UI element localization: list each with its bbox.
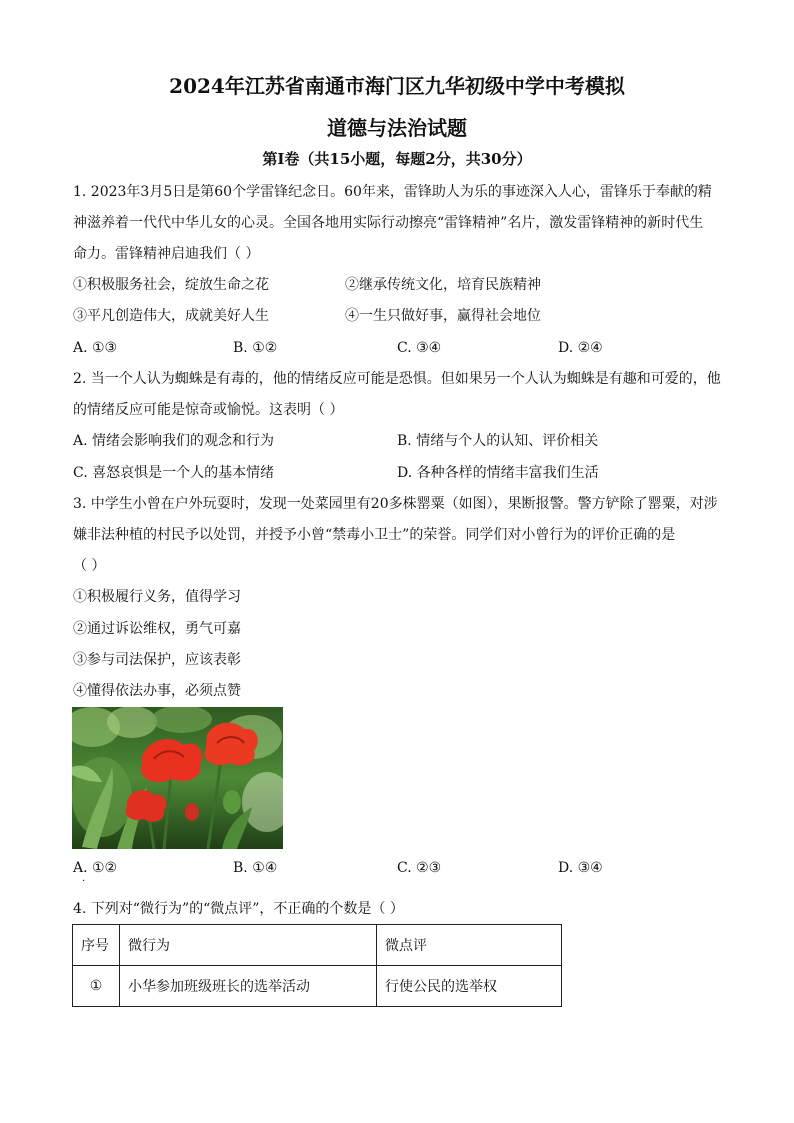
- q1-statement-3: ③平凡创造伟大，成就美好人生: [73, 308, 269, 324]
- q3-stem-line-2: 嫌非法种植的村民予以处罚，并授予小曾“禁毒小卫士”的荣誉。同学们对小曾行为的评价正确的是: [73, 527, 676, 543]
- table-cell: 小华参加班级班长的选举活动: [120, 966, 377, 1007]
- q1-option-b: B. ①②: [233, 340, 278, 356]
- q3-option-d: D. ③④: [558, 860, 603, 876]
- exam-subject: 道德与法治试题: [327, 116, 467, 140]
- q2-stem-line-2: 的情绪反应可能是惊奇或愉悦。这表明（ ）: [73, 402, 344, 418]
- poppy-illustration: [72, 707, 283, 849]
- q1-option-a: A. ①③: [73, 340, 118, 356]
- q2-option-c: C. 喜怒哀惧是一个人的基本情绪: [73, 465, 275, 481]
- section-heading: 第Ⅰ卷（共15小题，每题2分，共30分）: [262, 150, 532, 168]
- q1-stem-line-1: 1. 2023年3月5日是第60个学雷锋纪念日。60年来，雷锋助人为乐的事迹深入人心，雷锋乐于奉献的精: [73, 184, 712, 200]
- q1-statement-1: ①积极服务社会，绽放生命之花: [73, 277, 269, 293]
- q2-option-d: D. 各种各样的情绪丰富我们生活: [397, 465, 599, 481]
- table-row: [73, 966, 562, 1007]
- poppy-photo: [72, 707, 283, 849]
- table-header-cell: 序号: [73, 925, 120, 966]
- table-header-cell: 微行为: [120, 925, 377, 966]
- table-header-cell: 微点评: [377, 925, 562, 966]
- q3-option-c: C. ②③: [397, 860, 442, 876]
- q1-statement-4: ④一生只做好事，赢得社会地位: [345, 308, 541, 324]
- exam-title: 2024年江苏省南通市海门区九华初级中学中考模拟: [169, 74, 625, 98]
- q3-statement-1: ①积极履行义务，值得学习: [73, 589, 241, 605]
- table-cell: ①: [73, 966, 120, 1007]
- q3-stem-line-3: （ ）: [73, 558, 106, 574]
- q1-stem-line-2: 神滋养着一代代中华儿女的心灵。全国各地用实际行动擦亮“雷锋精神”名片，激发雷锋精神的新时代生: [73, 215, 704, 231]
- poppy-flower: [141, 739, 202, 782]
- q3-statement-2: ②通过诉讼维权，勇气可嘉: [73, 621, 241, 637]
- q1-stem-line-3: 命力。雷锋精神启迪我们（ ）: [73, 246, 260, 262]
- q4-stem: 4. 下列对“微行为”的“微点评”，不正确的个数是（ ）: [73, 901, 404, 917]
- q2-stem-line-1: 2. 当一个人认为蜘蛛是有毒的，他的情绪反应可能是恐惧。但如果另一个人认为蜘蛛是有趣和可爱的，他: [73, 371, 721, 387]
- q3-option-b: B. ①④: [233, 860, 278, 876]
- q3-statement-4: ④懂得依法办事，必须点赞: [73, 683, 241, 699]
- q3-stem-line-1: 3. 中学生小曾在户外玩耍时，发现一处菜园里有20多株罂粟（如图），果断报警。警方铲除了罂粟，对涉: [73, 496, 718, 512]
- q2-option-a: A. 情绪会影响我们的观念和行为: [73, 433, 275, 449]
- table-cell: 行使公民的选举权: [377, 966, 562, 1007]
- stray-dot: ·: [82, 876, 86, 887]
- q4-table: [72, 924, 562, 1007]
- q2-option-b: B. 情绪与个人的认知、评价相关: [397, 433, 599, 449]
- q1-option-c: C. ③④: [397, 340, 442, 356]
- q1-statement-2: ②继承传统文化，培育民族精神: [345, 277, 541, 293]
- q1-option-d: D. ②④: [558, 340, 603, 356]
- table-header-row: [73, 925, 562, 966]
- q3-option-a: A. ①②: [73, 860, 118, 876]
- q3-statement-3: ③参与司法保护，应该表彰: [73, 652, 241, 668]
- poppy-flower: [126, 790, 167, 822]
